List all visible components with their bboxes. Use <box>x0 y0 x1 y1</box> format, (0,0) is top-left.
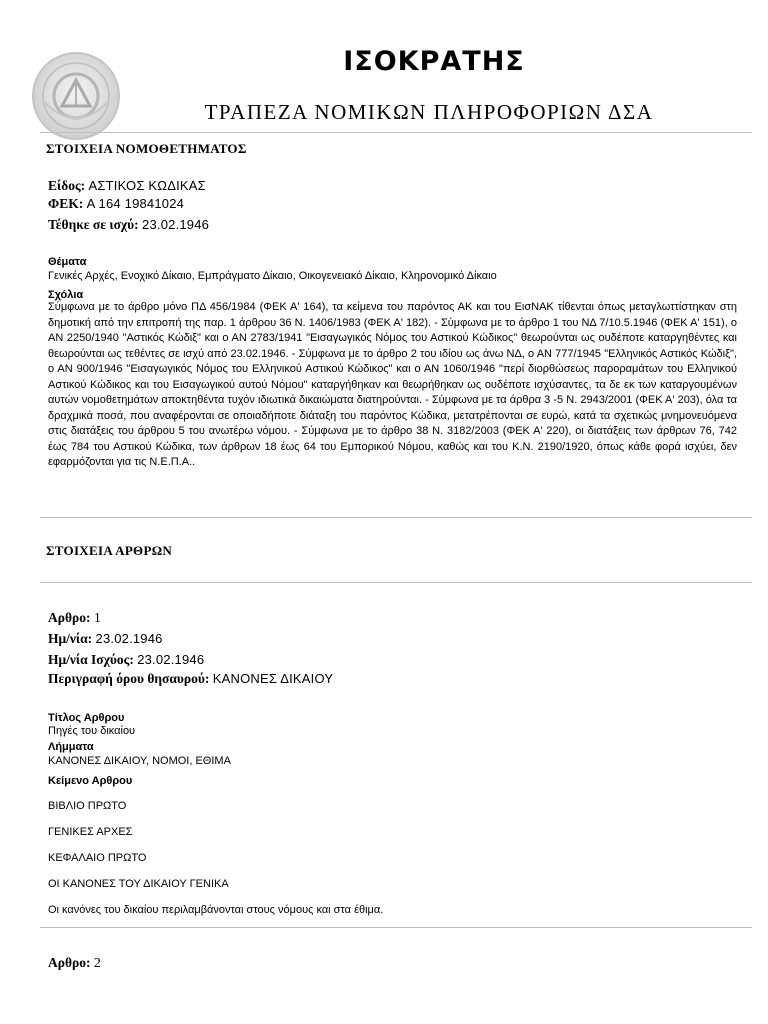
article-text-line: ΚΕΦΑΛΑΙΟ ΠΡΩΤΟ <box>48 852 147 864</box>
article-effective-value: 23.02.1946 <box>137 652 205 667</box>
divider <box>40 132 752 133</box>
article-title-value: Πηγές του δικαίου <box>48 725 136 737</box>
law-type-label: Είδος: <box>48 178 86 193</box>
thesaurus-field <box>48 671 333 687</box>
article-text-line: Οι κανόνες του δικαίου περιλαμβάνονται στους νόμους και στα έθιμα. <box>48 904 384 916</box>
law-type-field <box>48 178 206 194</box>
articles-section-title: ΣΤΟΙΧΕΙΑ ΑΡΘΡΩΝ <box>46 543 173 558</box>
article-text-label: Κείμενο Αρθρου <box>48 775 133 787</box>
law-fek-label: ΦΕΚ: <box>48 196 84 211</box>
article-effective-label: Ημ/νία Ισχύος: <box>48 652 134 667</box>
article-date-field <box>48 631 163 647</box>
law-fek-value: Α 164 19841024 <box>86 196 185 211</box>
next-article-value: 2 <box>93 956 102 971</box>
article-text-line: ΟΙ ΚΑΝΟΝΕΣ ΤΟΥ ΔΙΚΑΙΟΥ ΓΕΝΙΚΑ <box>48 878 229 890</box>
article-text-line: ΓΕΝΙΚΕΣ ΑΡΧΕΣ <box>48 826 133 838</box>
article-title-label: Τίτλος Αρθρου <box>48 712 125 724</box>
law-type-value: ΑΣΤΙΚΟΣ ΚΩΔΙΚΑΣ <box>88 178 206 193</box>
divider <box>40 582 752 583</box>
article-date-label: Ημ/νία: <box>48 631 93 646</box>
thesaurus-value: ΚΑΝΟΝΕΣ ΔΙΚΑΙΟΥ <box>212 671 334 686</box>
law-effective-field <box>48 217 209 233</box>
article-number-field <box>48 610 101 627</box>
thesaurus-label: Περιγραφή όρου θησαυρού: <box>48 671 210 686</box>
divider <box>40 927 752 928</box>
next-article-field <box>48 955 101 972</box>
site-brand-title: ΙΣΟΚΡΑΤΗΣ <box>343 46 525 77</box>
law-fek-field <box>48 196 184 212</box>
divider <box>40 517 752 518</box>
lemmas-value: ΚΑΝΟΝΕΣ ΔΙΚΑΙΟΥ, ΝΟΜΟΙ, ΕΘΙΜΑ <box>48 755 231 767</box>
site-subtitle: ΤΡΑΠΕΖΑ ΝΟΜΙΚΩΝ ΠΛΗΡΟΦΟΡΙΩΝ ΔΣΑ <box>204 100 654 124</box>
article-number-value: 1 <box>93 611 102 626</box>
next-article-label: Αρθρο: <box>48 955 91 970</box>
article-effective-field <box>48 652 204 668</box>
law-effective-value: 23.02.1946 <box>142 217 210 232</box>
lemmas-label: Λήμματα <box>48 741 94 753</box>
law-section-title: ΣΤΟΙΧΕΙΑ ΝΟΜΟΘΕΤΗΜΑΤΟΣ <box>46 141 247 156</box>
comments-text: Σύμφωνα με το άρθρο μόνο ΠΔ 456/1984 (ΦΕΚ Α' 164), τα κείμενα του παρόντος ΑΚ και του ΕισΝΑΚ τίθενται όπως μεταγλωττίστηκαν στη δημοτική από την επιτροπή της παρ. 1 άρθρου 36 Ν. 1406/1983 (ΦΕΚ Α' 182). - Σύμφωνα με το άρθρο 1 του ΝΔ 7/10.5.1946 (ΦΕΚ Α' 151), ο ΑΝ 2250/1940 "Αστικός Κώδιξ" και ο ΑΝ 2783/1941 "Εισαγωγικός Νόμος του Αστικού Κώδικος" θεωρούνται ως ουδέποτε καταργηθέντες και θεωρούνται ως τεθέντες σε ισχύ από 23.02.1946. - Σύμφωνα με το άρθρο 2 του ιδίου ως άνω ΝΔ, ο ΑΝ 777/1945 "Ελληνικός Αστικός Κώδιξ", ο ΑΝ 900/1946 "Εισαγωγικός Νόμος του Ελληνικού Αστικού Κώδικος" και ο ΑΝ 1060/1946 "περί διορθώσεως παροραμάτων του Ελληνικού Αστικού Κώδικος και του Εισαγωγικού αυτού Νόμου" καταργήθηκαν και θεωρήθηκαν ως ουδέποτε ισχύσαντες, τα δε εκ των καταργουμένων αυτών νομοθετημάτων αποκτηθέντα τυχόν ιδιωτικά δικαιώματα διατηρούνται. - Σύμφωνα με τα άρθρα 3 -5 Ν. 2943/2001 (ΦΕΚ Α' 203), όλα τα δραχμικά ποσά, που αναφέρονται σε οποιαδήποτε διάταξη του παρόντος Κώδικα, μετατρέπονται σε ευρώ, κατά τα σχετικώς μνημονευόμενα στις διατάξεις του άρθρου 5 του ανωτέρω νόμου. - Σύμφωνα με το άρθρο 38 Ν. 3182/2003 (ΦΕΚ Α' 220), οι διατάξεις των άρθρων 76, 742 έως 784 του Αστικού Κώδικα, των άρθρων 18 έως 64 του Εμπορικού Νόμου, καθώς και του Κ.Ν. 2190/1920, όπως κάθε φορά ισχύει, δεν εφαρμόζονται για τις Ν.Ε.Π.Α.. <box>48 301 737 468</box>
article-date-value: 23.02.1946 <box>95 631 163 646</box>
topics-label: Θέματα <box>48 256 87 268</box>
law-effective-label: Τέθηκε σε ισχύ: <box>48 217 139 232</box>
article-text-line: ΒΙΒΛΙΟ ΠΡΩΤΟ <box>48 800 127 812</box>
article-number-label: Αρθρο: <box>48 610 91 625</box>
topics-value: Γενικές Αρχές, Ενοχικό Δίκαιο, Εμπράγματο Δίκαιο, Οικογενειακό Δίκαιο, Κληρονομικό Δίκαιο <box>48 270 497 282</box>
comments-label: Σχόλια <box>48 289 84 301</box>
